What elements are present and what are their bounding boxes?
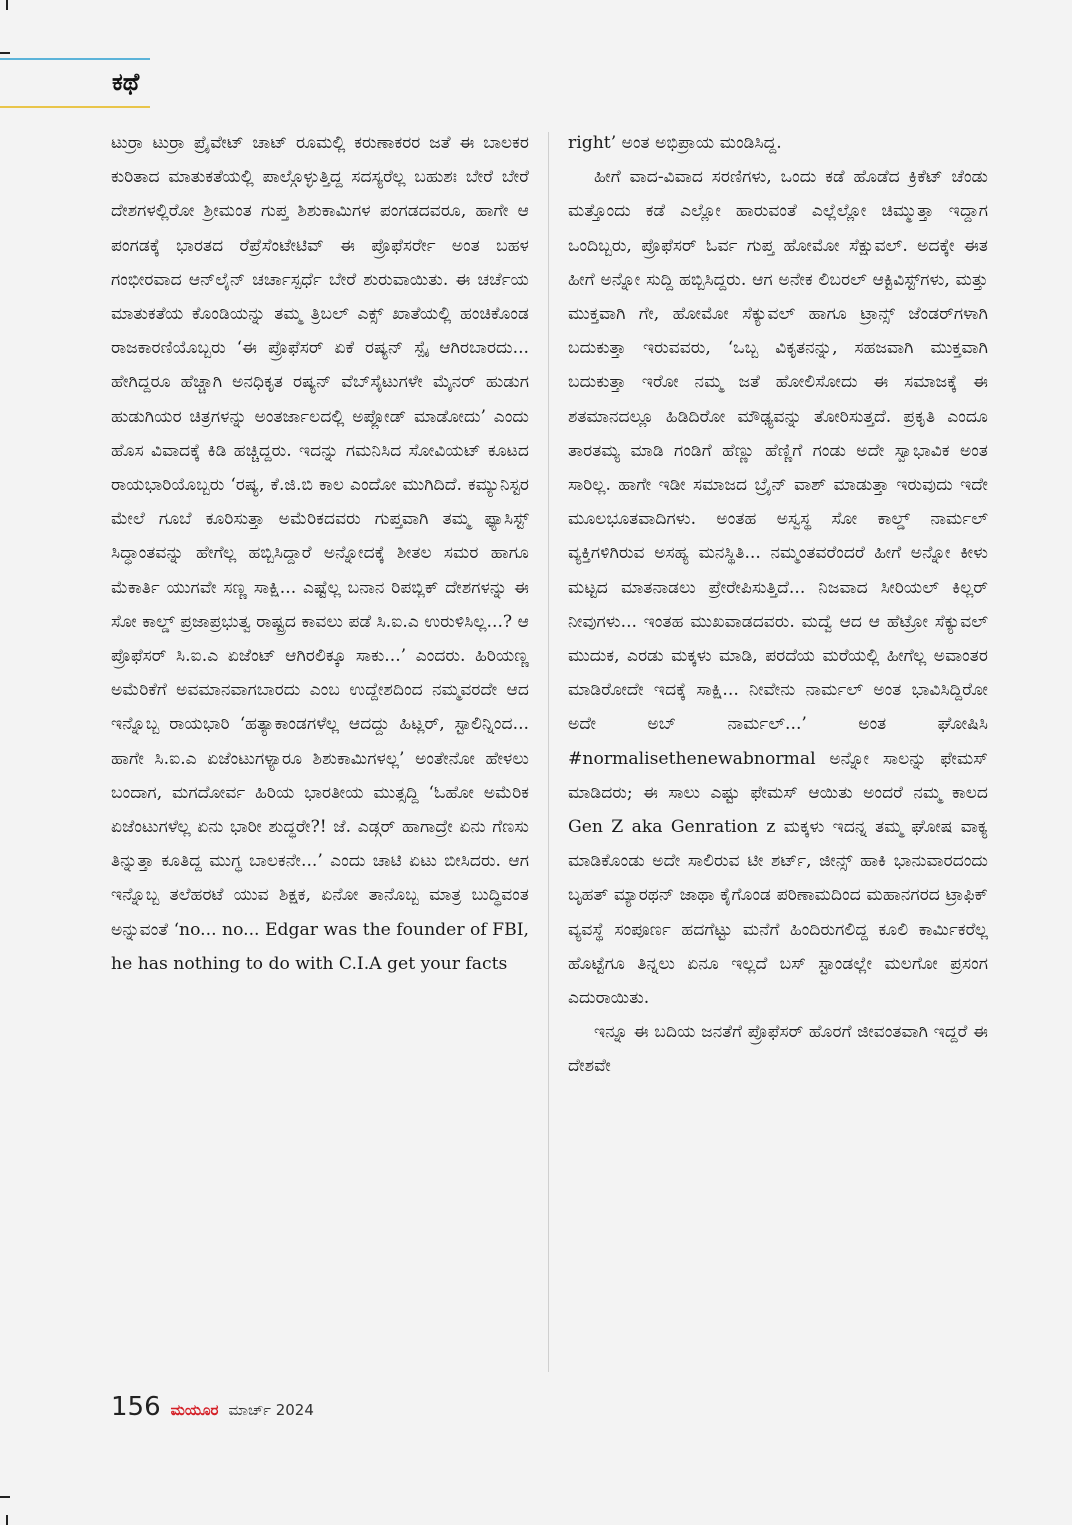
right-column — [568, 126, 988, 1084]
section-rule-blue — [0, 58, 150, 60]
crop-mark-left-upper — [0, 52, 10, 54]
right-paragraph-3: ಇನ್ನೂ ಈ ಬದಿಯ ಜನತೆಗೆ ಪ್ರೊಫೆಸರ್ ಹೊರಗೆ ಜೀವಂತವಾಗಿ ಇದ್ದರೆ ಈ ದೇಶವೇ — [568, 1022, 988, 1077]
crop-mark-left-lower — [0, 1496, 10, 1498]
right-paragraph-1: right’ ಅಂತ ಅಭಿಪ್ರಾಯ ಮಂಡಿಸಿದ್ದ. — [568, 133, 782, 153]
issue-date: ಮಾರ್ಚ್ 2024 — [228, 1401, 314, 1419]
left-paragraph-1: ಟುರ್ರಾ ಟುರ್ರಾ ಪ್ರೈವೇಟ್ ಚಾಟ್ ರೂಮಲ್ಲಿ ಕರುಣಾಕರರ ಜತೆ ಈ ಬಾಲಕರ ಕುರಿತಾದ ಮಾತುಕತೆಯಲ್ಲಿ ಪಾಲ್ಗೊಳ್ಳುತ್ತಿದ್ದ ಸದಸ್ಯರೆಲ್ಲ ಬಹುಶಃ ಬೇರೆ ಬೇರೆ ದೇಶಗಳಲ್ಲಿರೋ ಶ್ರೀಮಂತ ಗುಪ್ತ ಶಿಶುಕಾಮಿಗಳ ಪಂಗಡದವರೂ, ಹಾಗೇ ಆ ಪಂಗಡಕ್ಕೆ ಭಾರತದ ರೆಪ್ರೆಸೆಂಟೇಟಿವ್ ಈ ಪ್ರೊಫೆಸರ್ರೇ ಅಂತ ಬಹಳ ಗಂಭೀರವಾದ ಆನ್‌ಲೈನ್ ಚರ್ಚಾಸ್ಪರ್ಧೆ ಬೇರೆ ಶುರುವಾಯಿತು. ಈ ಚರ್ಚೆಯ ಮಾತುಕತೆಯ ಕೊಂಡಿಯನ್ನು ತಮ್ಮ ತ್ರಿಬಲ್ ಎಕ್ಸ್ ಖಾತೆಯಲ್ಲಿ ಹಂಚಿಕೊಂಡ ರಾಜಕಾರಣಿಯೊಬ್ಬರು ‘ಈ ಪ್ರೊಫೆಸರ್ ಏಕೆ ರಷ್ಯನ್ ಸ್ಪೈ ಆಗಿರಬಾರದು... ಹೇಗಿದ್ದರೂ ಹೆಚ್ಚಾಗಿ ಅನಧಿಕೃತ ರಷ್ಯನ್ ವೆಬ್‌ಸೈಟುಗಳೇ ಮೈನರ್ ಹುಡುಗ ಹುಡುಗಿಯರ ಚಿತ್ರಗಳನ್ನು ಅಂತರ್ಜಾಲದಲ್ಲಿ ಅಪ್ಲೋಡ್ ಮಾಡೋದು’ ಎಂದು ಹೊಸ ವಿವಾದಕ್ಕೆ ಕಿಡಿ ಹಚ್ಚಿದ್ದರು. ಇದನ್ನು ಗಮನಿಸಿದ ಸೋವಿಯಟ್ ಕೂಟದ ರಾಯಭಾರಿಯೊಬ್ಬರು ‘ರಷ್ಯ, ಕೆ.ಜಿ.ಬಿ ಕಾಲ ಎಂದೋ ಮುಗಿದಿದೆ. ಕಮ್ಯುನಿಸ್ಟರ ಮೇಲೆ ಗೂಬೆ ಕೂರಿಸುತ್ತಾ ಅಮೆರಿಕದವರು ಗುಪ್ತವಾಗಿ ತಮ್ಮ ಫ್ಯಾಸಿಸ್ಟ್ ಸಿದ್ಧಾಂತವನ್ನು ಹೇಗೆಲ್ಲ ಹಬ್ಬಿಸಿದ್ದಾರೆ ಅನ್ನೋದಕ್ಕೆ ಶೀತಲ ಸಮರ ಹಾಗೂ ಮೆಕಾರ್ತಿ ಯುಗವೇ ಸಣ್ಣ ಸಾಕ್ಷಿ... ಎಷ್ಟೆಲ್ಲ ಬನಾನ ರಿಪಬ್ಲಿಕ್ ದೇಶಗಳನ್ನು ಈ ಸೋ ಕಾಲ್ಡ್ ಪ್ರಜಾಪ್ರಭುತ್ವ ರಾಷ್ಟ್ರದ ಕಾವಲು ಪಡೆ ಸಿ.ಐ.ಎ ಉರುಳಿಸಿಲ್ಲ...? ಆ ಪ್ರೊಫೆಸರ್ ಸಿ.ಐ.ಎ ಏಜೆಂಟ್ ಆಗಿರಲಿಕ್ಕೂ ಸಾಕು...’ ಎಂದರು. ಹಿರಿಯಣ್ಣ ಅಮೆರಿಕೆಗೆ ಅವಮಾನವಾಗಬಾರದು ಎಂಬ ಉದ್ದೇಶದಿಂದ ನಮ್ಮವರದೇ ಆದ ಇನ್ನೊಬ್ಬ ರಾಯಭಾರಿ ‘ಹತ್ಯಾಕಾಂಡಗಳೆಲ್ಲ ಆದದ್ದು ಹಿಟ್ಲರ್, ಸ್ಟಾಲಿನ್ನಿಂದ... ಹಾಗೇ ಸಿ.ಐ.ಎ ಏಜೆಂಟುಗಳ್ಯಾರೂ ಶಿಶುಕಾಮಿಗಳಲ್ಲ’ ಅಂತೇನೋ ಹೇಳಲು ಬಂದಾಗ, ಮಗದೋರ್ವ ಹಿರಿಯ ಭಾರತೀಯ ಮುತ್ಸದ್ದಿ ‘ಓಹೋ ಅಮೆರಿಕ ಏಜೆಂಟುಗಳೆಲ್ಲ ಏನು ಭಾರೀ ಶುದ್ಧರೇ?! ಜೆ. ಎಡ್ಗರ್ ಹಾಗಾದ್ರೇ ಏನು ಗೆಣಸು ತಿನ್ನುತ್ತಾ ಕೂತಿದ್ದ ಮುಗ್ಧ ಬಾಲಕನೇ...’ ಎಂದು ಚಾಟಿ ಏಟು ಬೀಸಿದರು. ಆಗ ಇನ್ನೊಬ್ಬ ತಲೆಹರಟೆ ಯುವ ಶಿಕ್ಷಕ, ಏನೋ ತಾನೊಬ್ಬ ಮಾತ್ರ ಬುದ್ಧಿವಂತ ಅನ್ನುವಂತೆ ‘no... no... Edgar was the founder of FBI, he has nothing to do with C.I.A get your facts — [111, 133, 529, 974]
page-footer — [111, 1392, 314, 1428]
left-column — [111, 126, 529, 981]
section-rule-yellow — [0, 106, 150, 108]
magazine-logo: ಮಯೂರ — [170, 1401, 219, 1419]
crop-mark-bottom-left — [6, 1515, 8, 1525]
section-label: ಕಥೆ — [112, 68, 140, 96]
right-paragraph-2: ಹೀಗೆ ವಾದ-ವಿವಾದ ಸರಣಿಗಳು, ಒಂದು ಕಡೆ ಹೊಡೆದ ಕ್ರಿಕೆಟ್ ಚೆಂಡು ಮತ್ತೊಂದು ಕಡೆ ಎಲ್ಲೋ ಹಾರುವಂತೆ ಎಲ್ಲೆಲ್ಲೋ ಚಿಮ್ಮುತ್ತಾ ಇದ್ದಾಗ ಒಂದಿಬ್ಬರು, ಪ್ರೊಫೆಸರ್ ಓರ್ವ ಗುಪ್ತ ಹೋಮೋ ಸೆಕ್ಷುವಲ್. ಅದಕ್ಕೇ ಈತ ಹೀಗೆ ಅನ್ನೋ ಸುದ್ದಿ ಹಬ್ಬಿಸಿದ್ದರು. ಆಗ ಅನೇಕ ಲಿಬರಲ್ ಆಕ್ಟಿವಿಸ್ಟ್‌ಗಳು, ಮತ್ತು ಮುಕ್ತವಾಗಿ ಗೇ, ಹೋಮೋ ಸೆಕ್ಯುವಲ್ ಹಾಗೂ ಟ್ರಾನ್ಸ್ ಜೆಂಡರ್‌ಗಳಾಗಿ ಬದುಕುತ್ತಾ ಇರುವವರು, ‘ಒಬ್ಬ ವಿಕೃತನನ್ನು, ಸಹಜವಾಗಿ ಮುಕ್ತವಾಗಿ ಬದುಕುತ್ತಾ ಇರೋ ನಮ್ಮ ಜತೆ ಹೋಲಿಸೋದು ಈ ಸಮಾಜಕ್ಕೆ ಈ ಶತಮಾನದಲ್ಲೂ ಹಿಡಿದಿರೋ ಮೌಢ್ಯವನ್ನು ತೋರಿಸುತ್ತದೆ. ಪ್ರಕೃತಿ ಎಂದೂ ತಾರತಮ್ಯ ಮಾಡಿ ಗಂಡಿಗೆ ಹೆಣ್ಣು ಹೆಣ್ಣಿಗೆ ಗಂಡು ಅದೇ ಸ್ವಾಭಾವಿಕ ಅಂತ ಸಾರಿಲ್ಲ. ಹಾಗೇ ಇಡೀ ಸಮಾಜದ ಬ್ರೈನ್ ವಾಶ್ ಮಾಡುತ್ತಾ ಇರುವುದು ಇದೇ ಮೂಲಭೂತವಾದಿಗಳು. ಅಂತಹ ಅಸ್ವಸ್ಥ ಸೋ ಕಾಲ್ಡ್ ನಾರ್ಮಲ್ ವ್ಯಕ್ತಿಗಳಿಗಿರುವ ಅಸಹ್ಯ ಮನಸ್ಥಿತಿ... ನಮ್ಮಂತವರೆಂದರೆ ಹೀಗೆ ಅನ್ನೋ ಕೀಳು ಮಟ್ಟದ ಮಾತನಾಡಲು ಪ್ರೇರೇಪಿಸುತ್ತಿದೆ... ನಿಜವಾದ ಸೀರಿಯಲ್ ಕಿಲ್ಲರ್ ನೀವುಗಳು... ಇಂತಹ ಮುಖವಾಡದವರು. ಮದ್ವೆ ಆದ ಆ ಹೆಟ್ರೋ ಸೆಕ್ಯುವಲ್ ಮುದುಕ, ಎರಡು ಮಕ್ಕಳು ಮಾಡಿ, ಪರದೆಯ ಮರೆಯಲ್ಲಿ ಹೀಗೆಲ್ಲ ಅವಾಂತರ ಮಾಡಿರೋದೇ ಇದಕ್ಕೆ ಸಾಕ್ಷಿ... ನೀವೇನು ನಾರ್ಮಲ್ ಅಂತ ಭಾವಿಸಿದ್ದಿರೋ ಅದೇ ಅಬ್ ನಾರ್ಮಲ್...’ ಅಂತ ಘೋಷಿಸಿ #normalisethenewabnormal ಅನ್ನೋ ಸಾಲನ್ನು ಫೇಮಸ್ ಮಾಡಿದರು; ಈ ಸಾಲು ಎಷ್ಟು ಫೇಮಸ್ ಆಯಿತು ಅಂದರೆ ನಮ್ಮ ಕಾಲದ Gen Z aka Genration z ಮಕ್ಕಳು ಇದನ್ನ ತಮ್ಮ ಘೋಷ ವಾಕ್ಯ ಮಾಡಿಕೊಂಡು ಅದೇ ಸಾಲಿರುವ ಟೀ ಶರ್ಟ್, ಜೀನ್ಸ್ ಹಾಕಿ ಭಾನುವಾರದಂದು ಬೃಹತ್ ಮ್ಯಾರಥನ್ ಜಾಥಾ ಕೈಗೊಂಡ ಪರಿಣಾಮದಿಂದ ಮಹಾನಗರದ ಟ್ರಾಫಿಕ್ ವ್ಯವಸ್ಥೆ ಸಂಪೂರ್ಣ ಹದಗೆಟ್ಟು ಮನೆಗೆ ಹಿಂದಿರುಗಲಿದ್ದ ಕೂಲಿ ಕಾರ್ಮಿಕರೆಲ್ಲ ಹೊಟ್ಟೆಗೂ ತಿನ್ನಲು ಏನೂ ಇಲ್ಲದೆ ಬಸ್ ಸ್ಟಾಂಡಲ್ಲೇ ಮಲಗೋ ಪ್ರಸಂಗ ಎದುರಾಯಿತು. — [568, 167, 988, 1009]
column-divider — [548, 132, 549, 1372]
section-header — [0, 58, 150, 110]
crop-mark-top-left — [6, 0, 8, 10]
page-number: 156 — [111, 1392, 161, 1422]
